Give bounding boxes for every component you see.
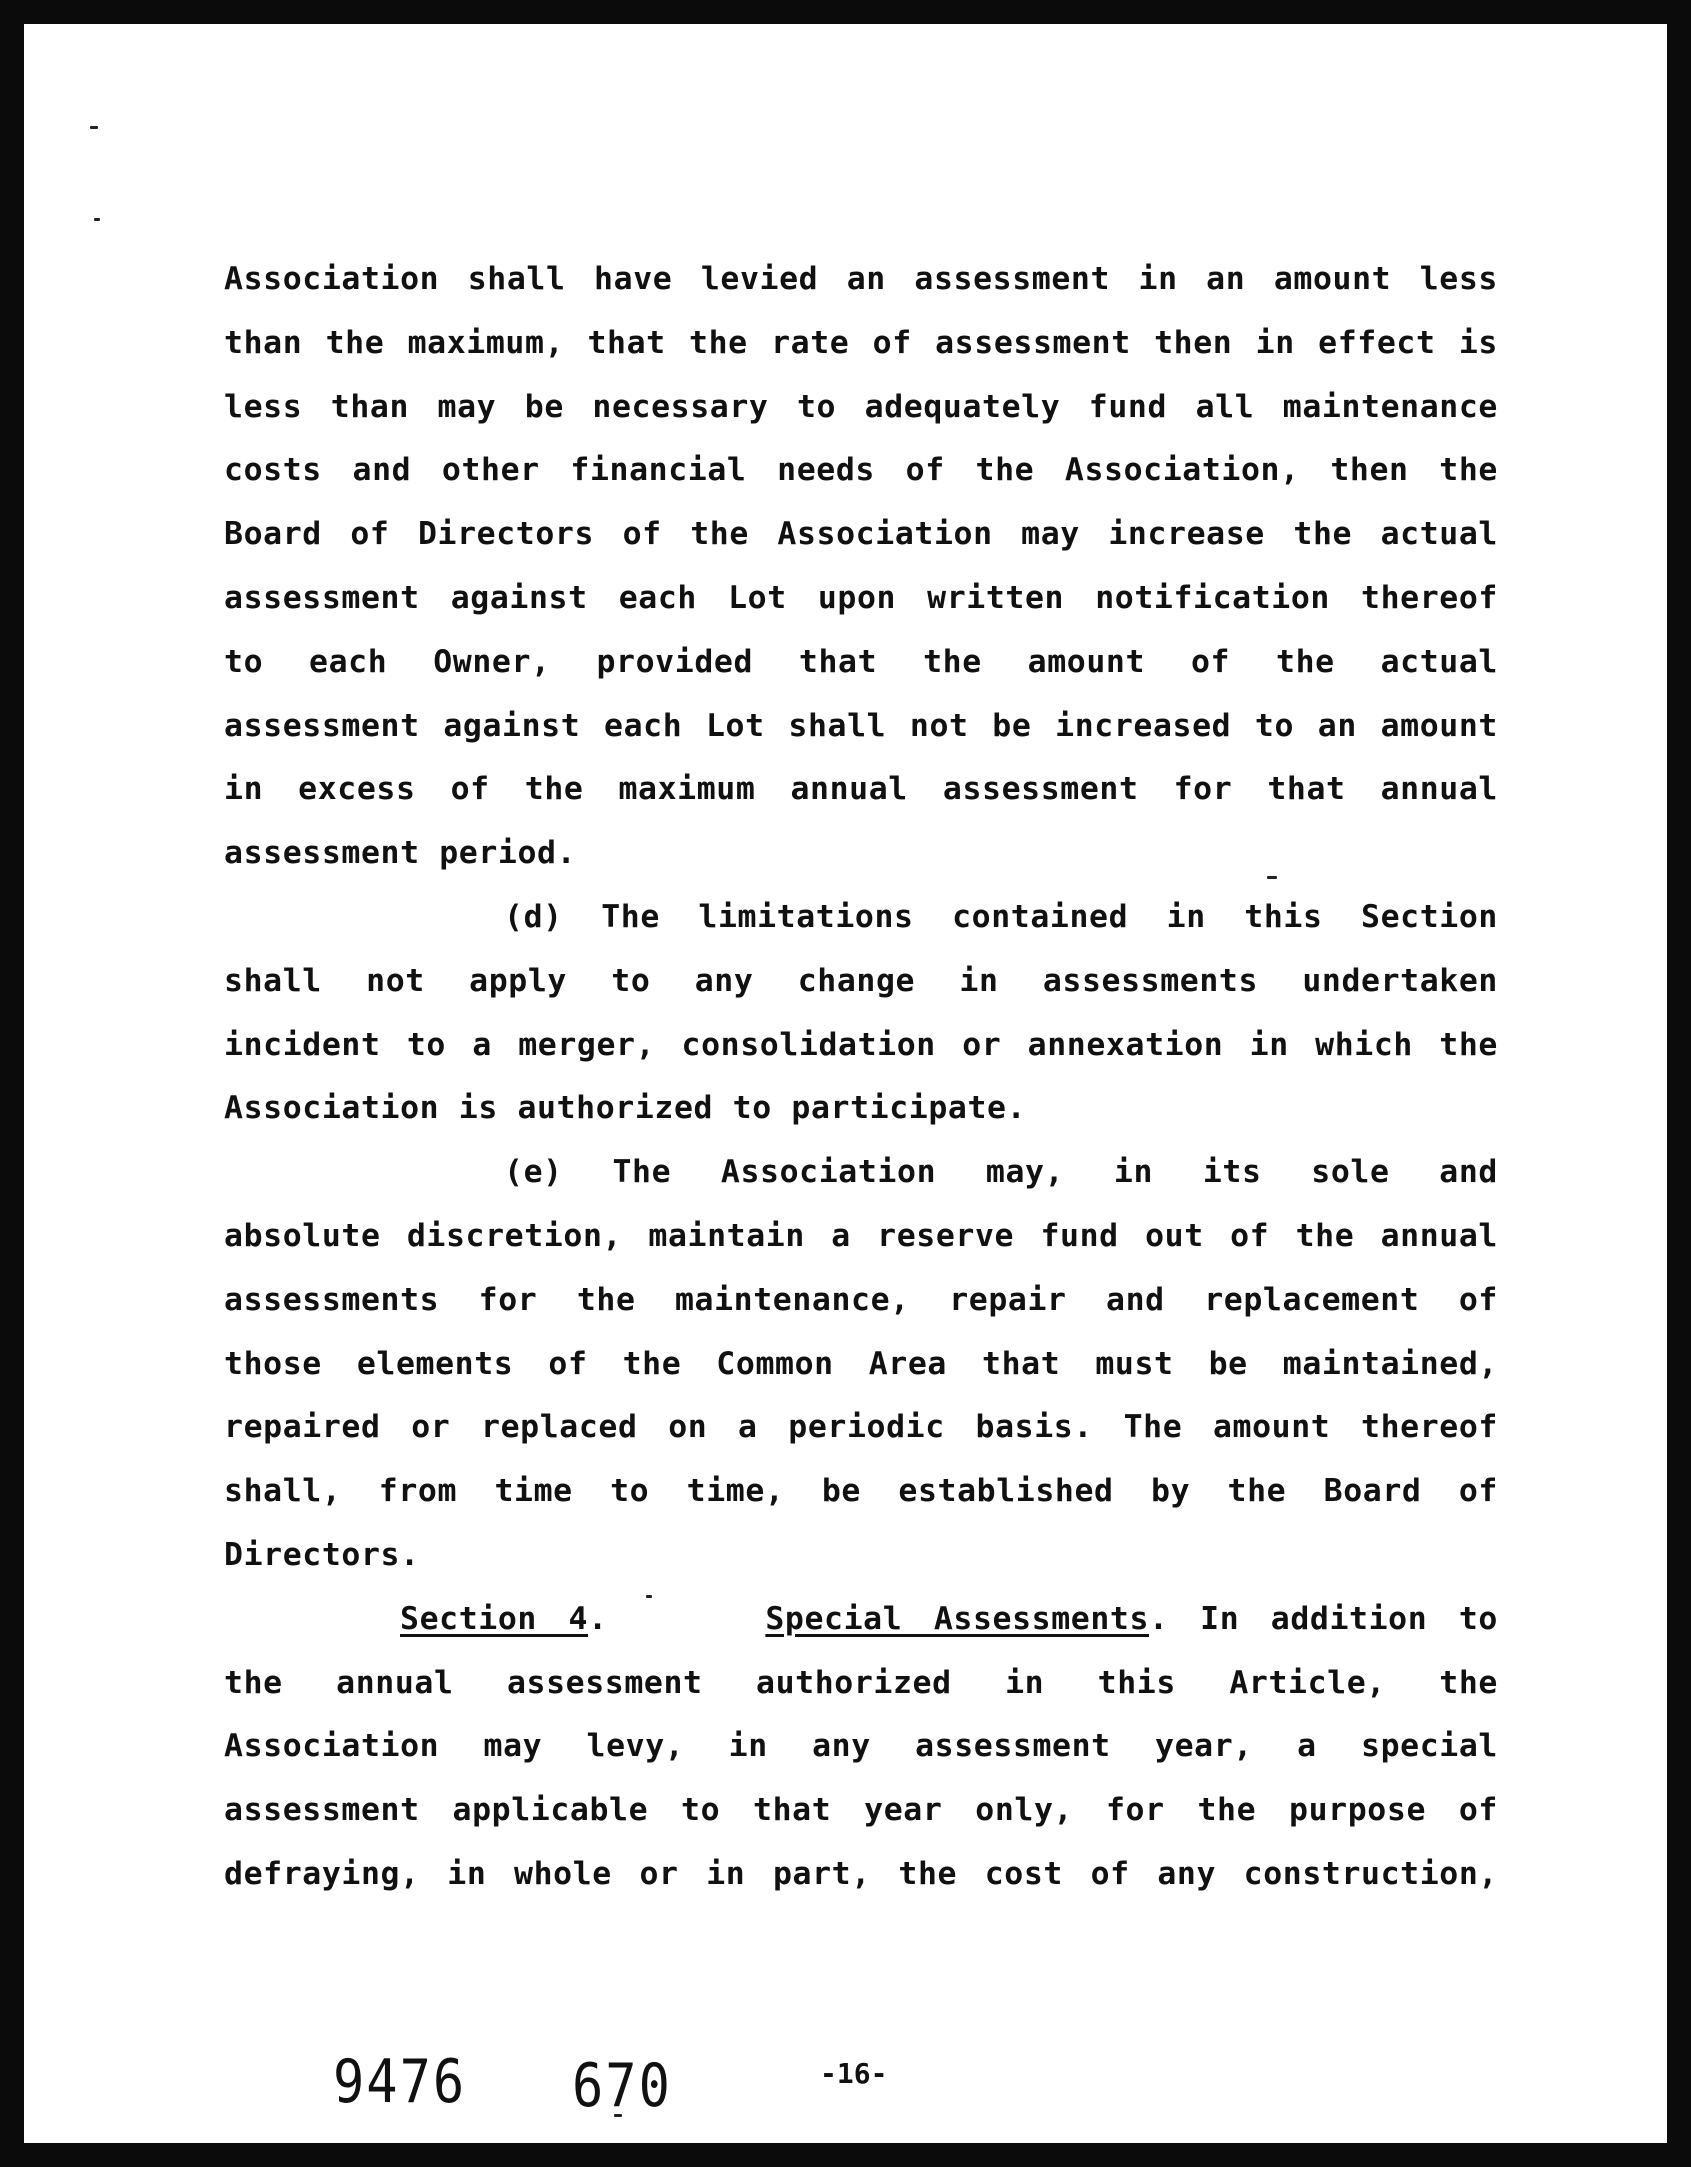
scan-speck [94, 218, 100, 221]
text-line: assessment period. [224, 835, 577, 872]
text-line: Association shall have levied an assessment in an amount less [224, 261, 1498, 297]
text-line: to each Owner, provided that the amount of the actual [224, 643, 1498, 680]
text-line: Association may levy, in any assessment year, a special [224, 1728, 1498, 1765]
section-4-heading-line [224, 1588, 1498, 1652]
scan-speck [90, 126, 98, 129]
text-line: than the maximum, that the rate of assessment then in effect is [224, 324, 1498, 361]
section-title: Special Assessments [765, 1600, 1150, 1637]
text-line: shall, from time to time, be established by the Board of [224, 1473, 1498, 1510]
text-line: less than may be necessary to adequately fund all maintenance [224, 388, 1498, 425]
text-line: those elements of the Common Area that must be maintained, [224, 1345, 1498, 1382]
text-line: assessment against each Lot shall not be increased to an amount [224, 707, 1498, 744]
paragraph-e-start: (e) The Association may, in its sole and [504, 1154, 1498, 1191]
text-line: in excess of the maximum annual assessment for that annual [224, 771, 1498, 808]
text-line: the annual assessment authorized in this Article, the [224, 1664, 1498, 1701]
text-line: Board of Directors of the Association may increase the actual [224, 516, 1498, 553]
text-line: assessment against each Lot upon written notification thereof [224, 579, 1498, 616]
page-number: -16- [820, 2057, 888, 2090]
text-line: absolute discretion, maintain a reserve fund out of the annual [224, 1217, 1498, 1254]
text-line: assessment applicable to that year only, for the purpose of [224, 1792, 1498, 1829]
text-line: defraying, in whole or in part, the cost of any construction, [224, 1855, 1498, 1892]
text-line: shall not apply to any change in assessments undertaken [224, 962, 1498, 999]
text-line: incident to a merger, consolidation or annexation in which the [224, 1026, 1498, 1063]
text-line: costs and other financial needs of the Association, then the [224, 452, 1498, 489]
page-number-stamp: 670 [572, 2052, 672, 2121]
section-label: Section 4 [400, 1600, 589, 1637]
paragraph-d-start: (d) The limitations contained in this Section [504, 898, 1498, 935]
text-line: Directors. [224, 1536, 420, 1573]
text-line: repaired or replaced on a periodic basis. The amount thereof [224, 1409, 1498, 1446]
text-line: Association is authorized to participate. [224, 1090, 1027, 1127]
document-body [224, 248, 1498, 1907]
section-label-punct: . [588, 1600, 608, 1637]
text-line: assessments for the maintenance, repair and replacement of [224, 1281, 1498, 1318]
section-heading-rest: . In addition to [1149, 1600, 1498, 1637]
book-number-stamp: 9476 [333, 2048, 467, 2117]
